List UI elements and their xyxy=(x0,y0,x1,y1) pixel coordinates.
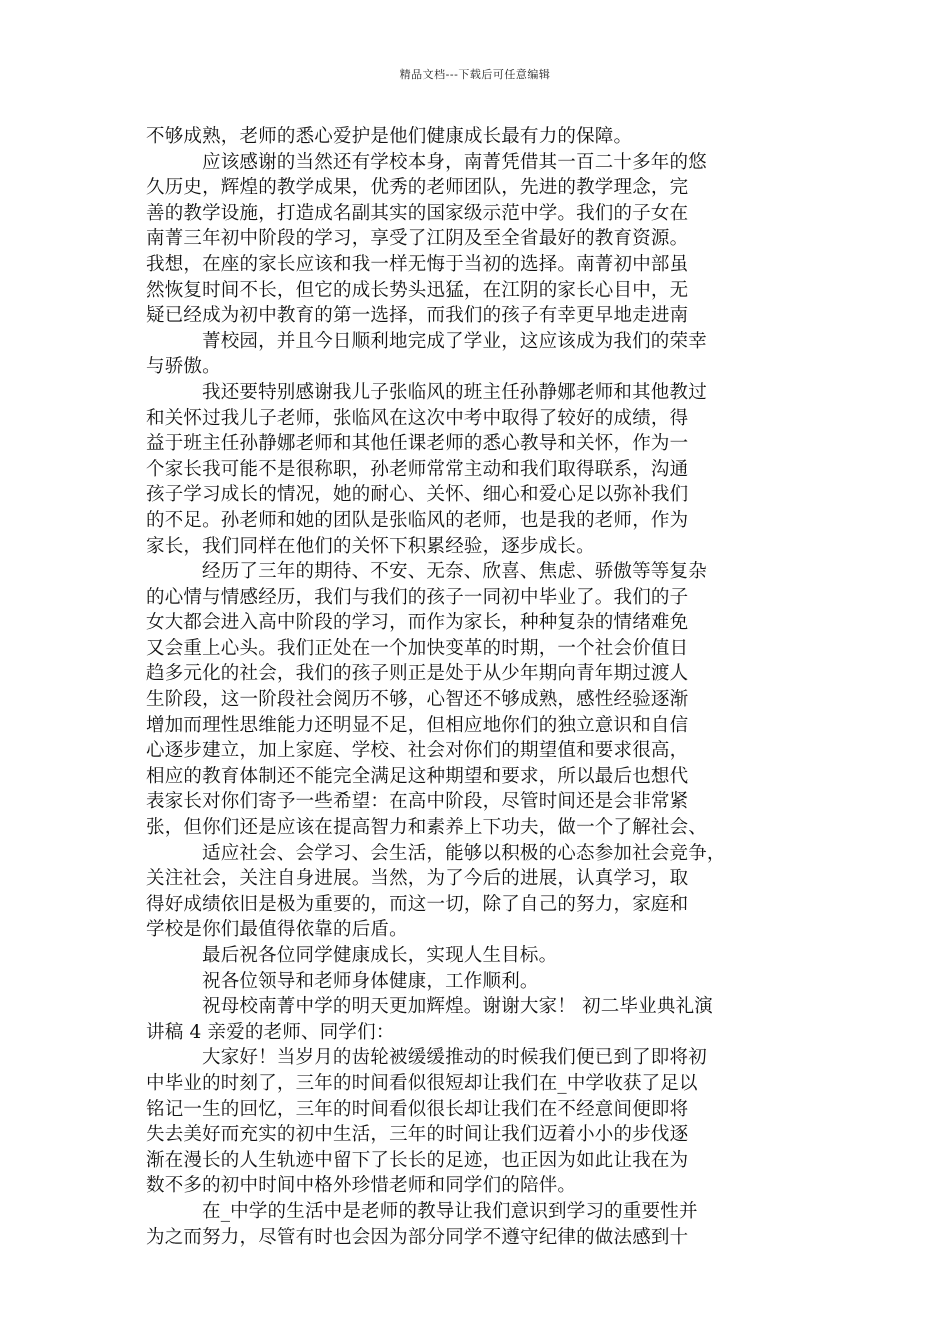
text-line: 关注社会，关注自身进展。当然，为了今后的进展，认真学习，取 xyxy=(146,868,689,890)
text-line: 经历了三年的期待、不安、无奈、欣喜、焦虑、骄傲等等复杂 xyxy=(202,561,707,583)
text-line: 渐在漫长的人生轨迹中留下了长长的足迹，也正因为如此让我在为 xyxy=(146,1149,689,1171)
text-line: 相应的教育体制还不能完全满足这种期望和要求，所以最后也想代 xyxy=(146,765,689,787)
text-line: 在_中学的生活中是老师的教导让我们意识到学习的重要性并 xyxy=(202,1200,698,1222)
text-line: 最后祝各位同学健康成长，实现人生目标。 xyxy=(202,945,558,966)
text-line: 疑已经成为初中教育的第一选择，而我们的孩子有幸更早地走进南 xyxy=(146,305,689,327)
text-line: 失去美好而充实的初中生活，三年的时间让我们迈着小小的步伐逐 xyxy=(146,1124,689,1146)
text-line: 菁校园，并且今日顺利地完成了学业，这应该成为我们的荣幸 xyxy=(202,330,707,352)
text-line: 得好成绩依旧是极为重要的，而这一切，除了自己的努力，家庭和 xyxy=(146,893,689,915)
text-line: 增加而理性思维能力还明显不足，但相应地你们的独立意识和自信 xyxy=(146,714,689,736)
text-line: 益于班主任孙静娜老师和其他任课老师的悉心教导和关怀，作为一 xyxy=(146,433,689,455)
text-line: 个家长我可能不是很称职，孙老师常常主动和我们取得联系，沟通 xyxy=(146,458,689,480)
text-line: 祝母校南菁中学的明天更加辉煌。谢谢大家！ 初二毕业典礼演 xyxy=(202,996,713,1018)
text-line: 表家长对你们寄予一些希望：在高中阶段，尽管时间还是会非常紧 xyxy=(146,791,689,813)
text-line: 家长，我们同样在他们的关怀下积累经验，逐步成长。 xyxy=(146,535,595,557)
text-line: 久历史，辉煌的教学成果，优秀的老师团队，先进的教学理念，完 xyxy=(146,177,689,199)
text-line: 我想，在座的家长应该和我一样无悔于当初的选择。南菁初中部虽 xyxy=(146,253,689,275)
text-line: 心逐步建立，加上家庭、学校、社会对你们的期望值和要求很高， xyxy=(146,740,689,762)
document-body xyxy=(146,124,816,1250)
text-line: 的心情与情感经历，我们与我们的孩子一同初中毕业了。我们的子 xyxy=(146,586,689,608)
text-line: 孩子学习成长的情况，她的耐心、关怀、细心和爱心足以弥补我们 xyxy=(146,484,689,506)
page-header: 精品文档---下载后可任意编辑 xyxy=(399,68,551,81)
text-line: 中毕业的时刻了，三年的时间看似很短却让我们在_中学收获了足以 xyxy=(146,1072,698,1094)
text-line: 讲稿 4 亲爱的老师、同学们： xyxy=(146,1021,395,1043)
text-line: 又会重上心头。我们正处在一个加快变革的时期，一个社会价值日 xyxy=(146,637,689,659)
text-line: 南菁三年初中阶段的学习，享受了江阴及至全省最好的教育资源。 xyxy=(146,228,689,250)
text-line: 女大都会进入高中阶段的学习，而作为家长，种种复杂的情绪难免 xyxy=(146,612,689,634)
text-line: 然恢复时间不长，但它的成长势头迅猛，在江阴的家长心目中，无 xyxy=(146,279,689,301)
text-line: 和关怀过我儿子老师，张临风在这次中考中取得了较好的成绩，得 xyxy=(146,407,689,429)
text-line: 适应社会、会学习、会生活，能够以积极的心态参加社会竞争， xyxy=(202,842,726,864)
text-line: 我还要特别感谢我儿子张临风的班主任孙静娜老师和其他教过 xyxy=(202,381,707,403)
text-line: 学校是你们最值得依靠的后盾。 xyxy=(146,919,408,941)
text-line: 生阶段，这一阶段社会阅历不够，心智还不够成熟，感性经验逐渐 xyxy=(146,689,689,711)
text-line: 数不多的初中时间中格外珍惜老师和同学们的陪伴。 xyxy=(146,1175,577,1197)
text-line: 的不足。孙老师和她的团队是张临风的老师，也是我的老师，作为 xyxy=(146,509,689,531)
text-line: 应该感谢的当然还有学校本身，南菁凭借其一百二十多年的悠 xyxy=(202,151,707,173)
text-line: 大家好！当岁月的齿轮被缓缓推动的时候我们便已到了即将初 xyxy=(202,1047,707,1069)
text-line: 不够成熟，老师的悉心爱护是他们健康成长最有力的保障。 xyxy=(146,126,633,147)
text-line: 趋多元化的社会，我们的孩子则正是处于从少年期向青年期过渡人 xyxy=(146,663,689,685)
text-line: 与骄傲。 xyxy=(146,356,221,378)
text-line: 善的教学设施，打造成名副其实的国家级示范中学。我们的子女在 xyxy=(146,202,689,224)
text-line: 铭记一生的回忆，三年的时间看似很长却让我们在不经意间便即将 xyxy=(146,1098,689,1120)
text-line: 祝各位领导和老师身体健康，工作顺利。 xyxy=(202,970,539,992)
text-line: 为之而努力，尽管有时也会因为部分同学不遵守纪律的做法感到十 xyxy=(146,1226,689,1248)
text-line: 张，但你们还是应该在提高智力和素养上下功夫，做一个了解社会、 xyxy=(146,817,708,839)
